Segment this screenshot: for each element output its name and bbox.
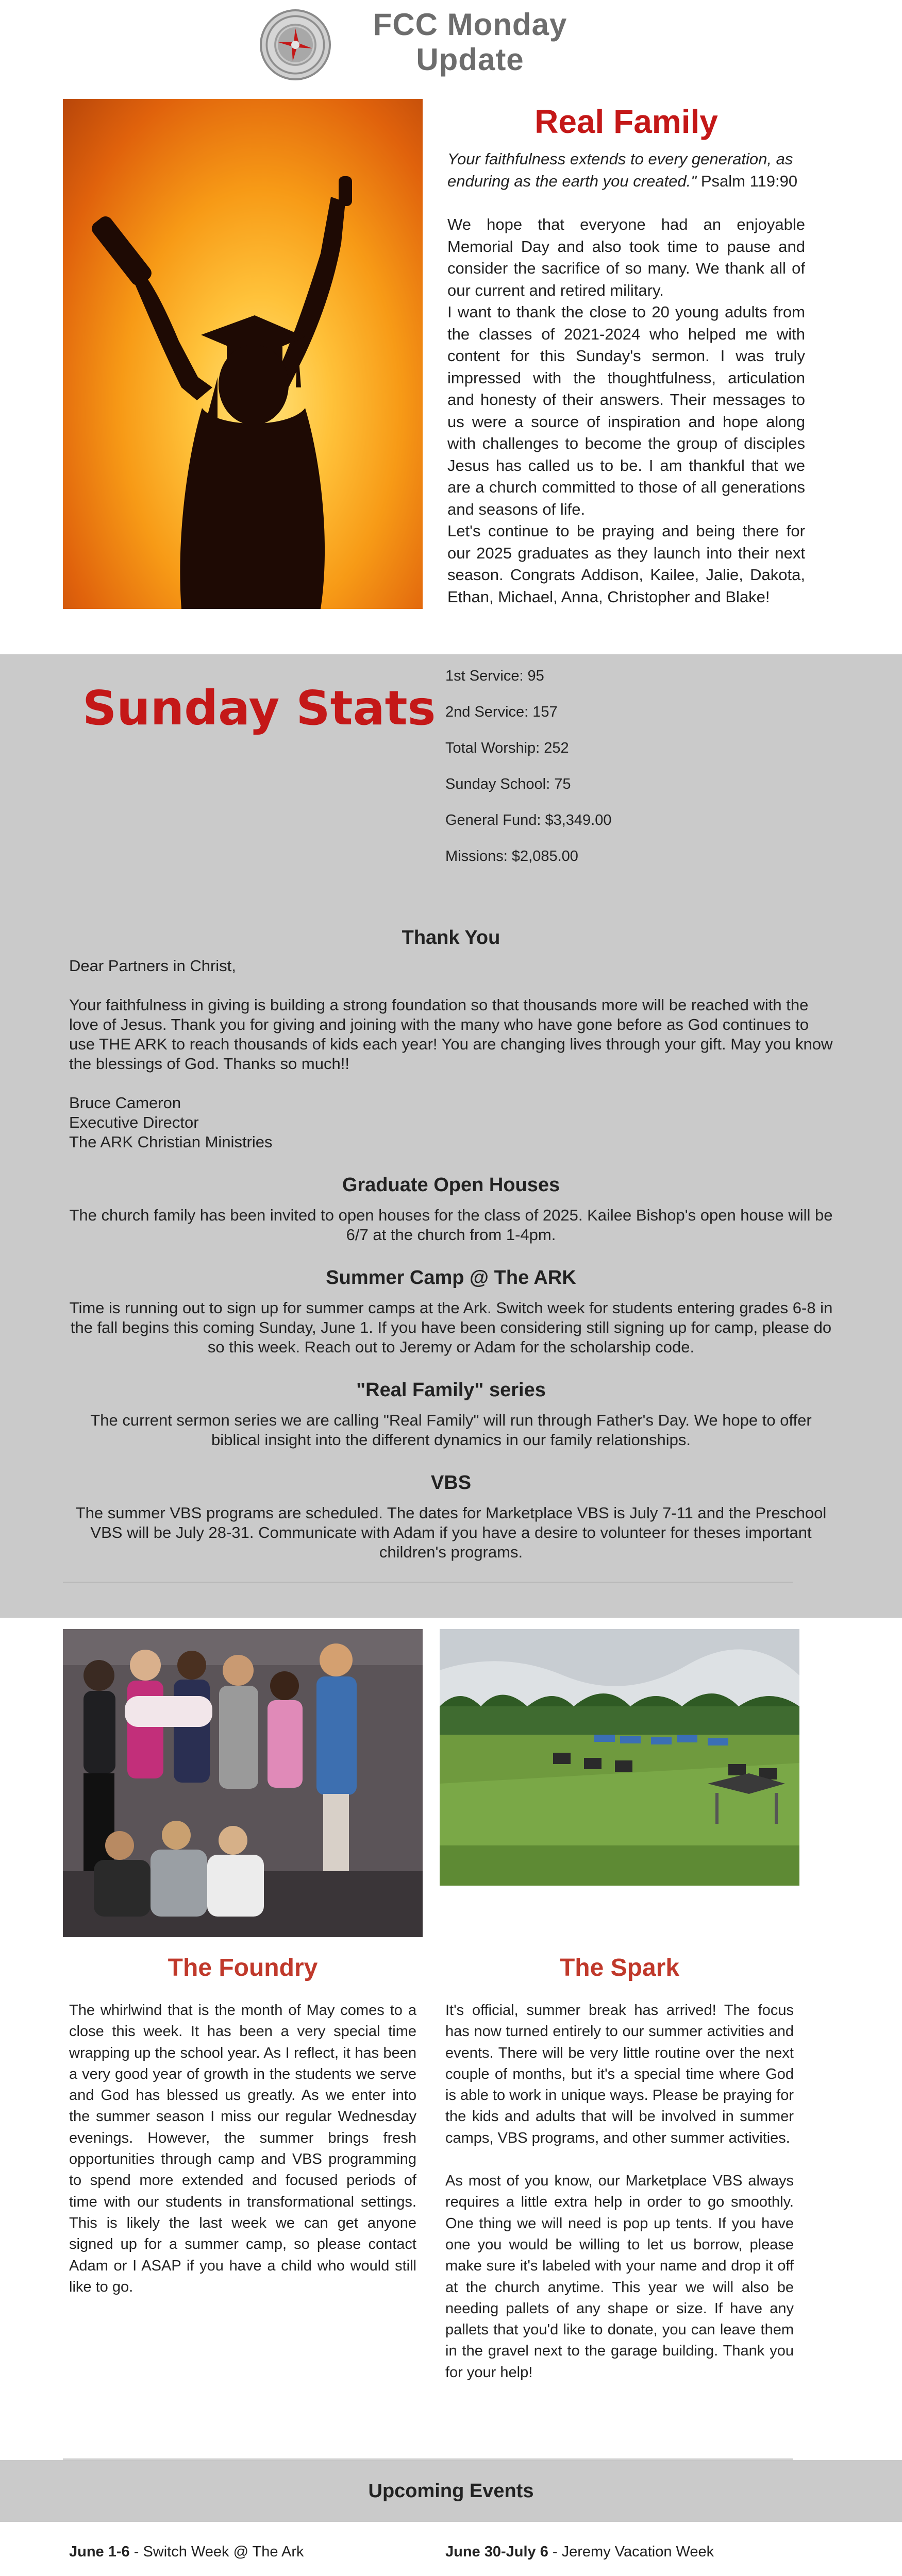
title-line-2: Update: [416, 42, 524, 77]
stat-first-service: 1st Service: 95: [445, 668, 544, 684]
spark-paragraph-2: As most of you know, our Marketplace VBS always requires a little extra help in order to go smoothly. One thing we will need is pop up tents. If you have one you would be willing to let us borrow, please make sure it's labeled with your name and drop it off at the church anytime. This year we will also be needing pallets of any shape or size. If have any pallets that you'd like to donate, you can leave them in the gravel next to the garage building. Thank you for your help!: [445, 2173, 794, 2381]
foundry-body: [69, 2000, 416, 2298]
stat-sunday-school: Sunday School: 75: [445, 776, 571, 792]
events-left-column: [69, 2543, 420, 2576]
graduate-silhouette-image: [63, 99, 423, 609]
real-family-paragraph-2: I want to thank the close to 20 young adults from the classes of 2021-2024 who helped me with content for this Sunday's sermon. I was truly impressed with the thoughtfulness, articulation and honesty of their answers. Their messages to us were a source of inspiration and hope along with challenges to become the group of disciples Jesus has called us to be. I am thankful that we are a church committed to those of all generations and seasons of life.: [447, 303, 805, 518]
vbs-heading: VBS: [430, 1472, 472, 1494]
spark-paragraph-1: It's official, summer break has arrived! The focus has now turned entirely to our summer activities and events. There will be very little routine over the next couple of months, but it's a special time where God is able to work in unique ways. Please be praying for the kids and adults that will be involved in summer camps, VBS programs, and other summer activities.: [445, 2002, 794, 2146]
events-right-column: [445, 2543, 796, 2576]
newsletter-title: [336, 7, 604, 77]
real-family-body: [447, 148, 805, 608]
thank-you-heading: Thank You: [402, 927, 500, 948]
psalm-quote-text: Your faithfulness extends to every generation, as enduring as the earth you created.": [447, 150, 793, 190]
foundry-title: The Foundry: [168, 1954, 318, 1981]
signature-name: Bruce Cameron: [69, 1094, 181, 1112]
sunday-stats-title: Sunday Stats: [82, 681, 436, 736]
graduate-body: The church family has been invited to open houses for the class of 2025. Kailee Bishop's open house will be 6/7 at the church from 1-4pm.: [69, 1206, 833, 1244]
stat-second-service: 2nd Service: 157: [445, 704, 558, 720]
real-family-section: [0, 88, 902, 654]
real-family-paragraph-3: Let's continue to be praying and being there for our 2025 graduates as they launch into their next season. Congrats Addison, Kailee, Jalie, Dakota, Ethan, Michael, Anna, Christopher and Blake!: [447, 522, 805, 606]
series-body: The current sermon series we are calling "Real Family" will run through Father's Day. We hope to offer biblical insight into the different dynamics in our family relationships.: [90, 1411, 812, 1449]
real-family-paragraph-1: We hope that everyone had an enjoyable Memorial Day and also took time to pause and consider the sacrifice of so many. We thank all of our current and retired military.: [447, 215, 805, 299]
church-logo: [260, 9, 331, 80]
notices: [69, 925, 833, 1562]
vbs-body: The summer VBS programs are scheduled. The dates for Marketplace VBS is July 7-11 and the Preschool VBS will be July 28-31. Communicate with Adam if you have a desire to volunteer for theses important children's programs.: [75, 1504, 827, 1561]
thank-you-body: Your faithfulness in giving is building a strong foundation so that thousands more will be reached with the love of Jesus. Thank you for giving and joining with the many who have gone before as God continues to use THE ARK to reach thousands of kids each year! You are changing lives through your gift. May you know the blessings of God. Thanks so much!!: [69, 996, 833, 1073]
real-family-title: Real Family: [534, 103, 718, 140]
title-line-1: FCC Monday: [373, 7, 567, 42]
thank-you-greeting: Dear Partners in Christ,: [69, 957, 236, 975]
sunday-stats-list: [445, 667, 611, 883]
spark-title: The Spark: [559, 1954, 680, 1981]
header: [0, 0, 902, 88]
stat-general-fund: General Fund: $3,349.00: [445, 812, 612, 828]
stat-total-worship: Total Worship: 252: [445, 740, 569, 756]
ministries-section: [0, 1618, 902, 2460]
signature-org: The ARK Christian Ministries: [69, 1133, 273, 1151]
summer-camp-heading: Summer Camp @ The ARK: [326, 1267, 576, 1289]
stats-and-notices-band: [0, 654, 902, 1618]
spark-body: [445, 2000, 794, 2383]
spark-camp-photo: [440, 1629, 799, 1886]
psalm-reference: Psalm 119:90: [696, 172, 798, 190]
signature-title: Executive Director: [69, 1113, 199, 1131]
upcoming-events: [0, 2522, 902, 2576]
graduate-heading: Graduate Open Houses: [342, 1174, 560, 1196]
upcoming-events-heading: Upcoming Events: [0, 2460, 902, 2522]
event-item: June 30-July 6 - Jeremy Vacation Week: [445, 2544, 714, 2560]
foundry-group-photo: [63, 1629, 423, 1937]
psalm-quote: [447, 148, 805, 192]
summer-camp-body: Time is running out to sign up for summer camps at the Ark. Switch week for students entering grades 6-8 in the fall begins this coming Sunday, June 1. If you have been considering still signing up for camp, please do so this week. Reach out to Jeremy or Adam for the scholarship code.: [69, 1299, 833, 1356]
stat-missions: Missions: $2,085.00: [445, 848, 578, 865]
divider: [63, 2459, 793, 2460]
foundry-paragraph: The whirlwind that is the month of May comes to a close this week. It has been a very special time wrapping up the school year. As I reflect, it has been a very good year of growth in the students we serve and God has blessed us greatly. As we enter into the summer season I miss our regular Wednesday evenings. However, the summer brings fresh opportunities through camp and VBS programming to spend more extended and focused periods of time with our students in transformational settings. This is likely the last week we can get anyone signed up for a summer camp, so please contact Adam or I ASAP if you have a child who would still like to go.: [69, 2002, 416, 2295]
divider: [63, 1582, 793, 1583]
event-item: June 1-6 - Switch Week @ The Ark: [69, 2544, 304, 2560]
series-heading: "Real Family" series: [356, 1379, 546, 1401]
